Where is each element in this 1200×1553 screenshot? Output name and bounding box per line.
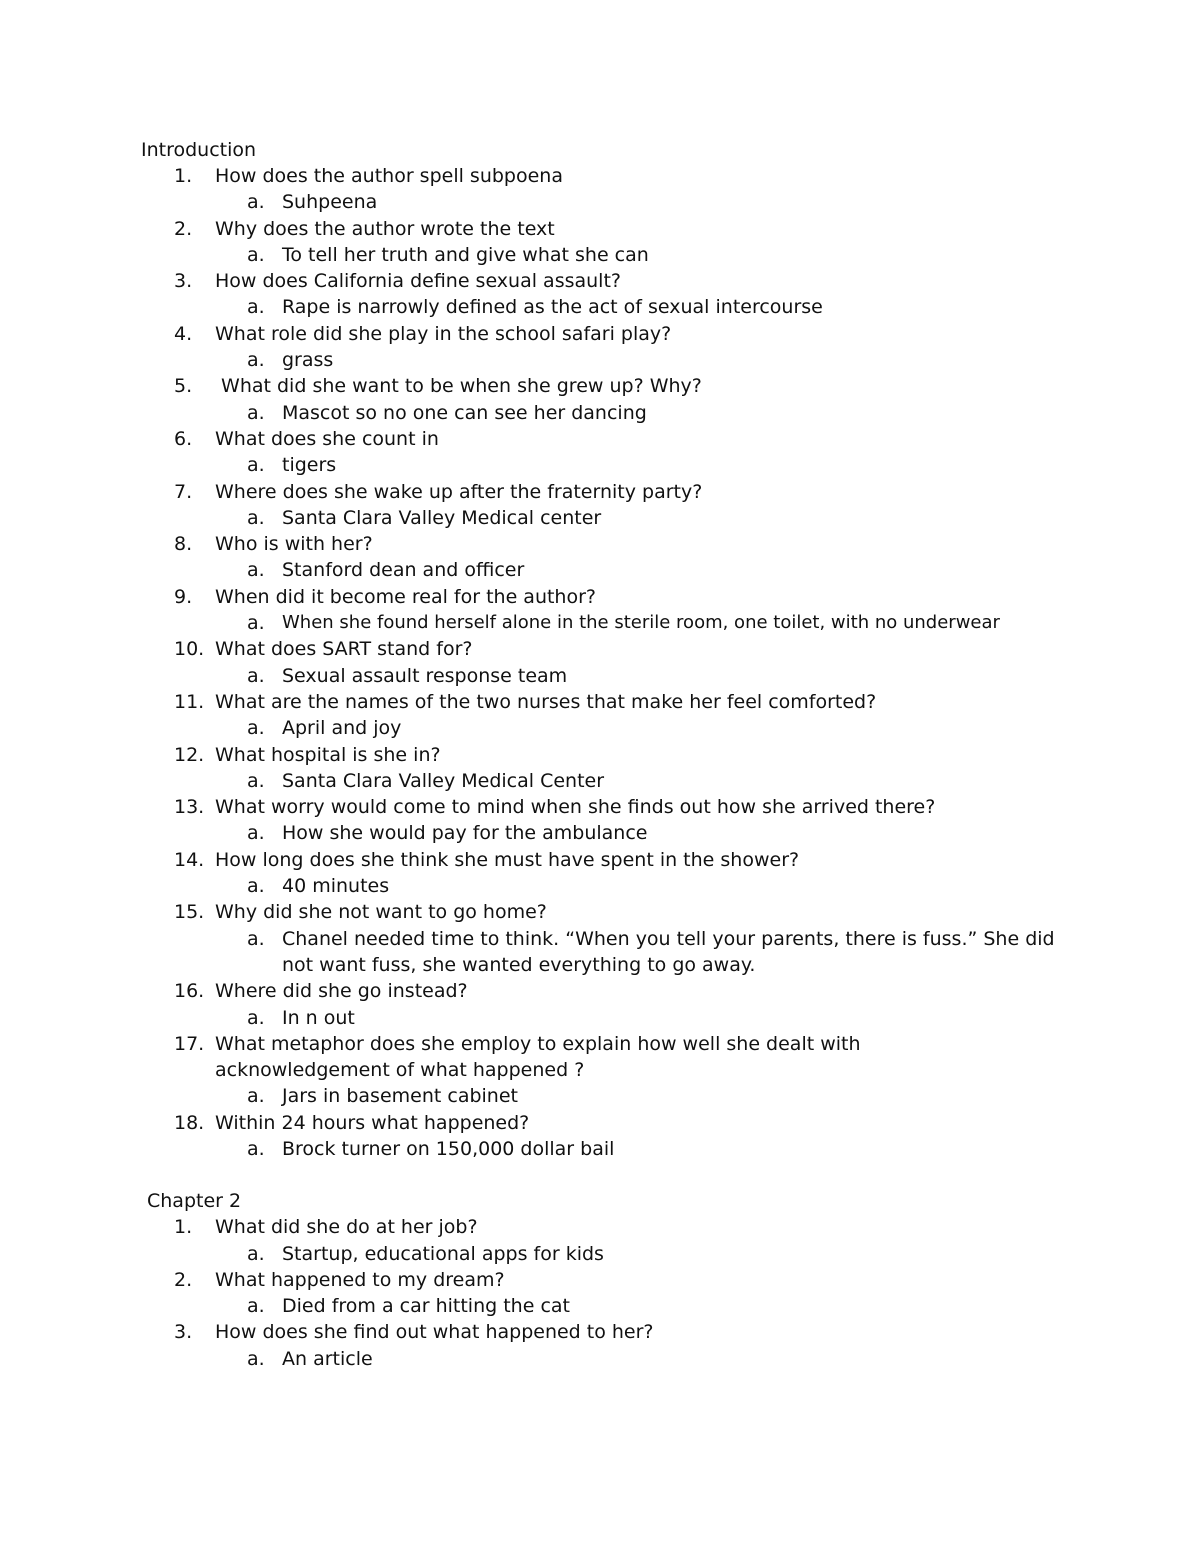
question-text: What did she do at her job? [215,1216,478,1239]
answer-marker: a. [247,1006,265,1029]
question-text: What worry would come to mind when she finds out how she arrived there? [215,796,936,819]
answer-marker: a. [247,1085,265,1108]
question-item [0,978,1200,1004]
question-item [0,1214,1200,1240]
answer-item [0,1005,1200,1031]
question-item [0,216,1200,242]
answer-marker: a. [247,191,265,214]
question-item [0,426,1200,452]
answer-marker: a. [247,506,265,529]
answer-text: How she would pay for the ambulance [282,822,648,845]
answer-text: Jars in basement cabinet [282,1085,518,1108]
question-number: 11. [174,690,205,713]
question-number: 1. [174,1216,193,1239]
answer-item [0,873,1200,899]
question-item [0,1267,1200,1293]
answer-text: Stanford dean and officer [282,559,525,582]
answer-text: To tell her truth and give what she can [282,243,649,266]
question-number: 2. [174,217,193,240]
question-text: Where did she go instead? [215,980,468,1003]
question-item [0,479,1200,505]
answer-text: Died from a car hitting the cat [282,1295,570,1318]
question-number: 12. [174,743,205,766]
answer-item [0,505,1200,531]
question-number: 14. [174,848,205,871]
question-item [0,531,1200,557]
answer-marker: a. [247,1295,265,1318]
question-item [0,163,1200,189]
answer-item [0,820,1200,846]
answer-item [0,189,1200,215]
answer-text: Suhpeena [282,191,378,214]
answer-text: Santa Clara Valley Medical Center [282,769,605,792]
section-title-introduction: Introduction [141,139,257,161]
answer-text: Chanel needed time to think. “When you tell your parents, there is fuss.” She did not want fuss, she wanted everything to go away. [282,927,1055,976]
question-text: What metaphor does she employ to explain how well she dealt with acknowledgement of what happened ? [215,1032,861,1082]
question-text: Why did she not want to go home? [215,901,547,924]
answer-text: In n out [282,1006,355,1029]
answer-item [0,294,1200,320]
question-number: 8. [174,533,193,556]
question-text: Who is with her? [215,533,373,556]
section-title-chapter-2: Chapter 2 [147,1190,242,1213]
question-number: 15. [174,901,205,924]
answer-marker: a. [247,664,265,687]
answer-text: Startup, educational apps for kids [282,1242,604,1265]
answer-marker: a. [247,1347,265,1370]
answer-marker: a. [247,349,265,372]
answer-marker: a. [247,559,265,582]
answer-marker: a. [247,401,265,424]
question-number: 13. [174,796,205,819]
question-number: 17. [174,1032,205,1055]
question-item [0,689,1200,715]
question-text: Why does the author wrote the text [215,217,555,240]
answer-item [0,1241,1200,1267]
question-item [0,794,1200,820]
question-number: 3. [174,270,193,293]
question-number: 16. [174,980,205,1003]
question-text: What are the names of the two nurses that make her feel comforted? [215,690,877,713]
answer-text: Sexual assault response team [282,664,568,687]
question-text: What did she want to be when she grew up? Why? [215,375,702,398]
answer-item [0,715,1200,741]
answer-text: April and joy [282,717,402,740]
question-number: 7. [174,480,193,503]
answer-marker: a. [247,296,265,319]
answer-item [0,663,1200,689]
question-list-chapter-2 [0,1214,1200,1372]
answer-item [0,557,1200,583]
question-item [0,742,1200,768]
answer-marker: a. [247,243,265,266]
answer-marker: a. [247,875,265,898]
answer-marker: a. [247,822,265,845]
answer-marker: a. [247,1137,265,1160]
question-item [0,1319,1200,1345]
question-number: 5. [174,375,193,398]
question-number: 2. [174,1268,193,1291]
question-number: 9. [174,585,193,608]
question-item [0,584,1200,610]
question-text: What does she count in [215,427,439,450]
question-text: What happened to my dream? [215,1268,505,1291]
answer-item [0,610,1200,636]
question-text: How does she find out what happened to her? [215,1321,654,1344]
question-item [0,373,1200,399]
question-text: Within 24 hours what happened? [215,1111,530,1134]
question-text: How does California define sexual assault? [215,270,621,293]
question-number: 1. [174,165,193,187]
question-text: How long does she think she must have spent in the shower? [215,848,800,871]
answer-marker: a. [247,612,265,635]
answer-item [0,400,1200,426]
answer-item [0,1293,1200,1319]
answer-item [0,926,1200,979]
answer-item [0,242,1200,268]
question-text: Where does she wake up after the fraternity party? [215,480,703,503]
question-text: What does SART stand for? [215,638,473,661]
question-item [0,1031,1200,1084]
answer-marker: a. [247,1242,265,1265]
question-item [0,899,1200,925]
question-item [0,268,1200,294]
question-text: What role did she play in the school safari play? [215,322,672,345]
answer-text: When she found herself alone in the sterile room, one toilet, with no underwear [282,612,1000,634]
answer-text: grass [282,349,334,372]
answer-text: An article [282,1347,373,1370]
answer-item [0,1083,1200,1109]
question-text: How does the author spell subpoena [215,165,563,187]
question-text: When did it become real for the author? [215,585,596,608]
answer-text: 40 minutes [282,875,390,898]
question-number: 18. [174,1111,205,1134]
answer-text: Rape is narrowly defined as the act of sexual intercourse [282,296,823,319]
answer-marker: a. [247,454,265,477]
question-item [0,321,1200,347]
section-spacer [0,1162,1200,1188]
question-number: 6. [174,427,193,450]
answer-item [0,1136,1200,1162]
answer-item [0,452,1200,478]
answer-item [0,1346,1200,1372]
question-list-introduction [0,163,1200,1162]
answer-text: Santa Clara Valley Medical center [282,506,602,529]
answer-text: Brock turner on 150,000 dollar bail [282,1137,615,1160]
question-number: 10. [174,638,205,661]
question-text: What hospital is she in? [215,743,441,766]
question-item [0,1110,1200,1136]
answer-item [0,347,1200,373]
answer-item [0,768,1200,794]
answer-marker: a. [247,769,265,792]
question-number: 4. [174,322,193,345]
question-number: 3. [174,1321,193,1344]
answer-marker: a. [247,927,265,950]
answer-marker: a. [247,717,265,740]
answer-text: Mascot so no one can see her dancing [282,401,647,424]
question-item [0,636,1200,662]
answer-text: tigers [282,454,337,477]
question-item [0,847,1200,873]
